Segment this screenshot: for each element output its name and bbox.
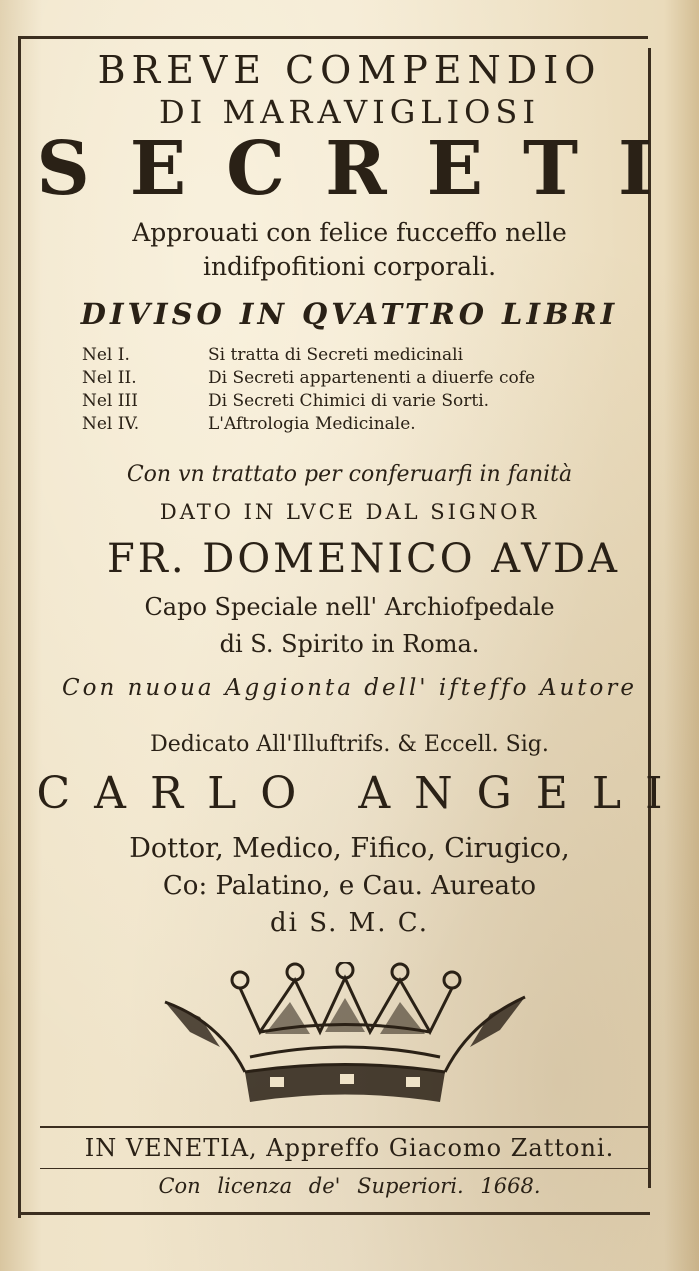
author-title-2: di S. Spirito in Roma. xyxy=(219,630,480,658)
imprint-rule-bottom xyxy=(40,1168,648,1169)
book-description: Si tratta di Secreti medicinali xyxy=(208,345,464,365)
license-line: Con licenza de' Superiori. 1668. xyxy=(158,1174,541,1198)
title-line-2: DI MARAVIGLIOSI xyxy=(159,93,540,131)
book-description: Di Secreti appartenenti a diuerfe cofe xyxy=(208,368,536,388)
division-heading: DIVISO IN QVATTRO LIBRI xyxy=(80,297,619,331)
book-row xyxy=(82,344,535,367)
dedicatee-title-3: di S. M. C. xyxy=(269,908,430,938)
author-name: FR. DOMENICO AVDA xyxy=(107,536,620,582)
dedicatee-title-1: Dottor, Medico, Fifico, Cirugico, xyxy=(129,833,570,864)
border-left xyxy=(18,38,21,1218)
imprint: IN VENETIA, Appreffo Giacomo Zattoni. xyxy=(84,1134,615,1162)
imprint-rule-top xyxy=(40,1126,648,1128)
book-description: L'Aftrologia Medicinale. xyxy=(208,414,416,434)
book-row xyxy=(82,367,535,390)
main-title: SECRETI xyxy=(36,126,693,212)
publisher-intro: DATO IN LVCE DAL SIGNOR xyxy=(159,500,540,524)
dedicatee-title-2: Co: Palatino, e Cau. Aureato xyxy=(162,871,537,901)
title-line-1: BREVE COMPENDIO xyxy=(97,48,602,92)
crown-icon xyxy=(160,962,530,1112)
border-bottom xyxy=(18,1212,650,1215)
dedication-line: Dedicato All'Illuftrifs. & Eccell. Sig. xyxy=(150,732,549,757)
subtitle-line-2: indifpofitioni corporali. xyxy=(202,252,497,281)
dedicatee-name: CARLO ANGELI xyxy=(36,768,687,819)
addition-note: Con nuoua Aggionta dell' ifteffo Autore xyxy=(62,675,637,701)
book-number: Nel I. xyxy=(82,345,130,365)
treatise-note: Con vn trattato per conferuarfi in fanità xyxy=(126,462,573,487)
book-row xyxy=(82,390,535,413)
book-description: Di Secreti Chimici di varie Sorti. xyxy=(208,391,490,411)
book-number: Nel IV. xyxy=(82,414,140,434)
border-top xyxy=(18,36,648,39)
book-list xyxy=(82,344,535,436)
author-title-1: Capo Speciale nell' Archiofpedale xyxy=(144,593,555,621)
book-row xyxy=(82,413,535,436)
book-number: Nel III xyxy=(82,391,138,411)
book-number: Nel II. xyxy=(82,368,137,388)
subtitle-line-1: Approuati con felice fucceffo nelle xyxy=(132,218,567,247)
